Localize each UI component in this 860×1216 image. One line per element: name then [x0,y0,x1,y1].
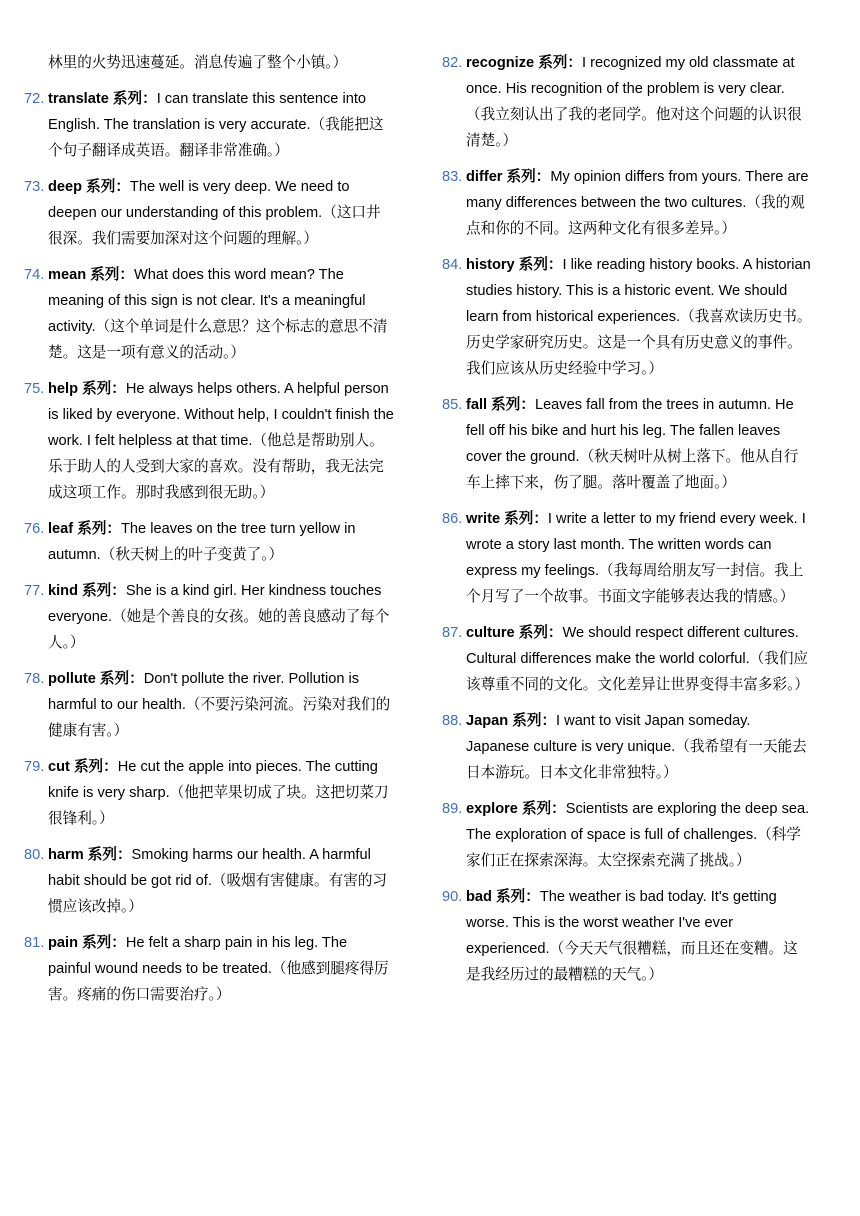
entry-number: 77. [24,583,45,599]
entry-word: help [48,381,78,397]
entry-series-label: 系列： [518,625,563,641]
entry-number: 79. [24,759,45,775]
entry-number: 80. [24,847,45,863]
entry-text: I recognized my old classmate at once. His recognition of the problem is very clear.（我立刻认出了我的老同学。他对这个问题的认识很清楚。） [466,55,802,149]
entry-text: He felt a sharp pain in his leg. The painful wound needs to be treated.（他感到腿疼得厉害。疼痛的伤口需要治疗。） [48,935,389,1003]
entry-text: I can translate this sentence into English. The translation is very accurate.（我能把这个句子翻译成英语。翻译非常准确。） [48,91,384,159]
entry-text: We should respect different cultures. Cultural differences make the world colorful.（我们应该尊重不同的文化。文化差异让世界变得丰富多彩。） [466,625,809,693]
entry-text: Leaves fall from the trees in autumn. He fell off his bike and hurt his leg. The fallen leaves cover the ground.（秋天树叶从树上落下。他从自行车上摔下来，伤了腿。落叶覆盖了地面。） [466,397,799,491]
entry-word: cut [48,759,70,775]
entry-text: The leaves on the tree turn yellow in autumn.（秋天树上的叶子变黄了。） [48,521,356,563]
entry-text: Don't pollute the river. Pollution is harmful to our health.（不要污染河流。污染对我们的健康有害。） [48,671,391,739]
entry-series-label: 系列： [82,381,126,397]
entry-number: 82. [442,55,463,71]
entry-number: 88. [442,713,463,729]
entry-series-label: 系列： [82,935,126,951]
entry-text: Scientists are exploring the deep sea. The exploration of space is full of challenges.（科学家们正在探索深海。太空探索充满了挑战。） [466,801,810,869]
entry-series-label: 系列： [86,179,130,195]
entry-word: pain [48,935,78,951]
vocab-entry [24,578,394,656]
entry-text: Smoking harms our health. A harmful habit should be got rid of.（吸烟有害健康。有害的习惯应该改掉。） [48,847,388,915]
entry-word: deep [48,179,83,195]
vocab-entry [24,516,394,568]
entry-number: 87. [442,625,463,641]
continued-text: 林里的火势迅速蔓延。消息传遍了整个小镇。） [48,55,348,71]
entry-word: fall [466,397,488,413]
vocab-entry [24,842,394,920]
entry-series-label: 系列： [491,397,535,413]
entry-text: The weather is bad today. It's getting worse. This is the worst weather I've ever experienced.（今天天气很糟糕，而且还在变糟。这是我经历过的最糟糕的天气。） [466,889,798,983]
entry-word: differ [466,169,503,185]
entry-word: explore [466,801,518,817]
entry-word: Japan [466,713,509,729]
right-column [442,0,812,998]
entry-number: 81. [24,935,45,951]
vocab-entry [442,392,812,496]
entry-series-label: 系列： [112,91,157,107]
entry-series-label: 系列： [538,55,582,71]
entry-word: history [466,257,515,273]
entry-series-label: 系列： [504,511,548,527]
vocab-entry [24,376,394,506]
entry-number: 83. [442,169,463,185]
entry-number: 85. [442,397,463,413]
entry-word: harm [48,847,84,863]
entry-number: 76. [24,521,45,537]
entry-word: translate [48,91,109,107]
entry-number: 73. [24,179,45,195]
left-column [24,0,394,1018]
entry-series-label: 系列： [512,713,557,729]
vocab-entry [442,506,812,610]
entry-word: write [466,511,501,527]
vocab-entry [24,666,394,744]
entry-number: 90. [442,889,463,905]
entry-series-label: 系列： [82,583,126,599]
entry-series-label: 系列： [496,889,540,905]
vocab-entry [442,50,812,154]
entry-word: culture [466,625,515,641]
entry-word: recognize [466,55,535,71]
entry-series-label: 系列： [73,759,118,775]
entry-text: He cut the apple into pieces. The cutting knife is very sharp.（他把苹果切成了块。这把切菜刀很锋利。） [48,759,389,827]
entry-text: I like reading history books. A historian studies history. This is a historic event. We should learn from historical experiences.（我喜欢读历史书。历史学家研究历史。这是一个具有历史意义的事件。我们应该从历史经验中学习。） [466,257,812,377]
vocab-entry [442,708,812,786]
vocab-entry [24,86,394,164]
vocab-entry [442,884,812,988]
entry-text: He always helps others. A helpful person is liked by everyone. Without help, I couldn't finish the work. I felt helpless at that time.（他总是帮助别人。乐于助人的人受到大家的喜欢。没有帮助，我无法完成这项工作。那时我感到很无助。） [48,381,394,501]
entry-text: She is a kind girl. Her kindness touches everyone.（她是个善良的女孩。她的善良感动了每个人。） [48,583,390,651]
entry-text: I write a letter to my friend every week. I wrote a story last month. The written words can express my feelings.（我每周给朋友写一封信。我上个月写了一个故事。书面文字能够表达我的情感。） [466,511,806,605]
vocab-entry [442,796,812,874]
vocab-entry [24,262,394,366]
entry-word: bad [466,889,492,905]
entry-series-label: 系列： [77,521,122,537]
entry-text: I want to visit Japan someday. Japanese culture is very unique.（我希望有一天能去日本游玩。日本文化非常独特。） [466,713,807,781]
vocab-entry [24,754,394,832]
entry-number: 86. [442,511,463,527]
vocab-entry [24,930,394,1008]
entry-number: 75. [24,381,45,397]
entry-word: kind [48,583,78,599]
entry-series-label: 系列： [99,671,144,687]
entry-series-label: 系列： [90,267,134,283]
entry-series-label: 系列： [518,257,563,273]
vocab-entry [24,174,394,252]
entry-word: leaf [48,521,74,537]
entry-text: My opinion differs from yours. There are many differences between the two cultures.（我的观点和你的不同。这两种文化有很多差异。） [466,169,809,237]
entry-number: 84. [442,257,463,273]
entry-word: mean [48,267,87,283]
entry-text: What does this word mean? The meaning of this sign is not clear. It's a meaningful activity.（这个单词是什么意思？这个标志的意思不清楚。这是一项有意义的活动。） [48,267,388,361]
vocab-entry [442,164,812,242]
entry-text: The well is very deep. We need to deepen our understanding of this problem.（这口井很深。我们需要加深对这个问题的理解。） [48,179,381,247]
vocab-entry [442,252,812,382]
vocab-entry [442,620,812,698]
entry-number: 74. [24,267,45,283]
entry-series-label: 系列： [521,801,566,817]
entry-number: 78. [24,671,45,687]
entry-series-label: 系列： [87,847,132,863]
entry-number: 72. [24,91,45,107]
entry-word: pollute [48,671,96,687]
entry-number: 89. [442,801,463,817]
entry-series-label: 系列： [506,169,551,185]
